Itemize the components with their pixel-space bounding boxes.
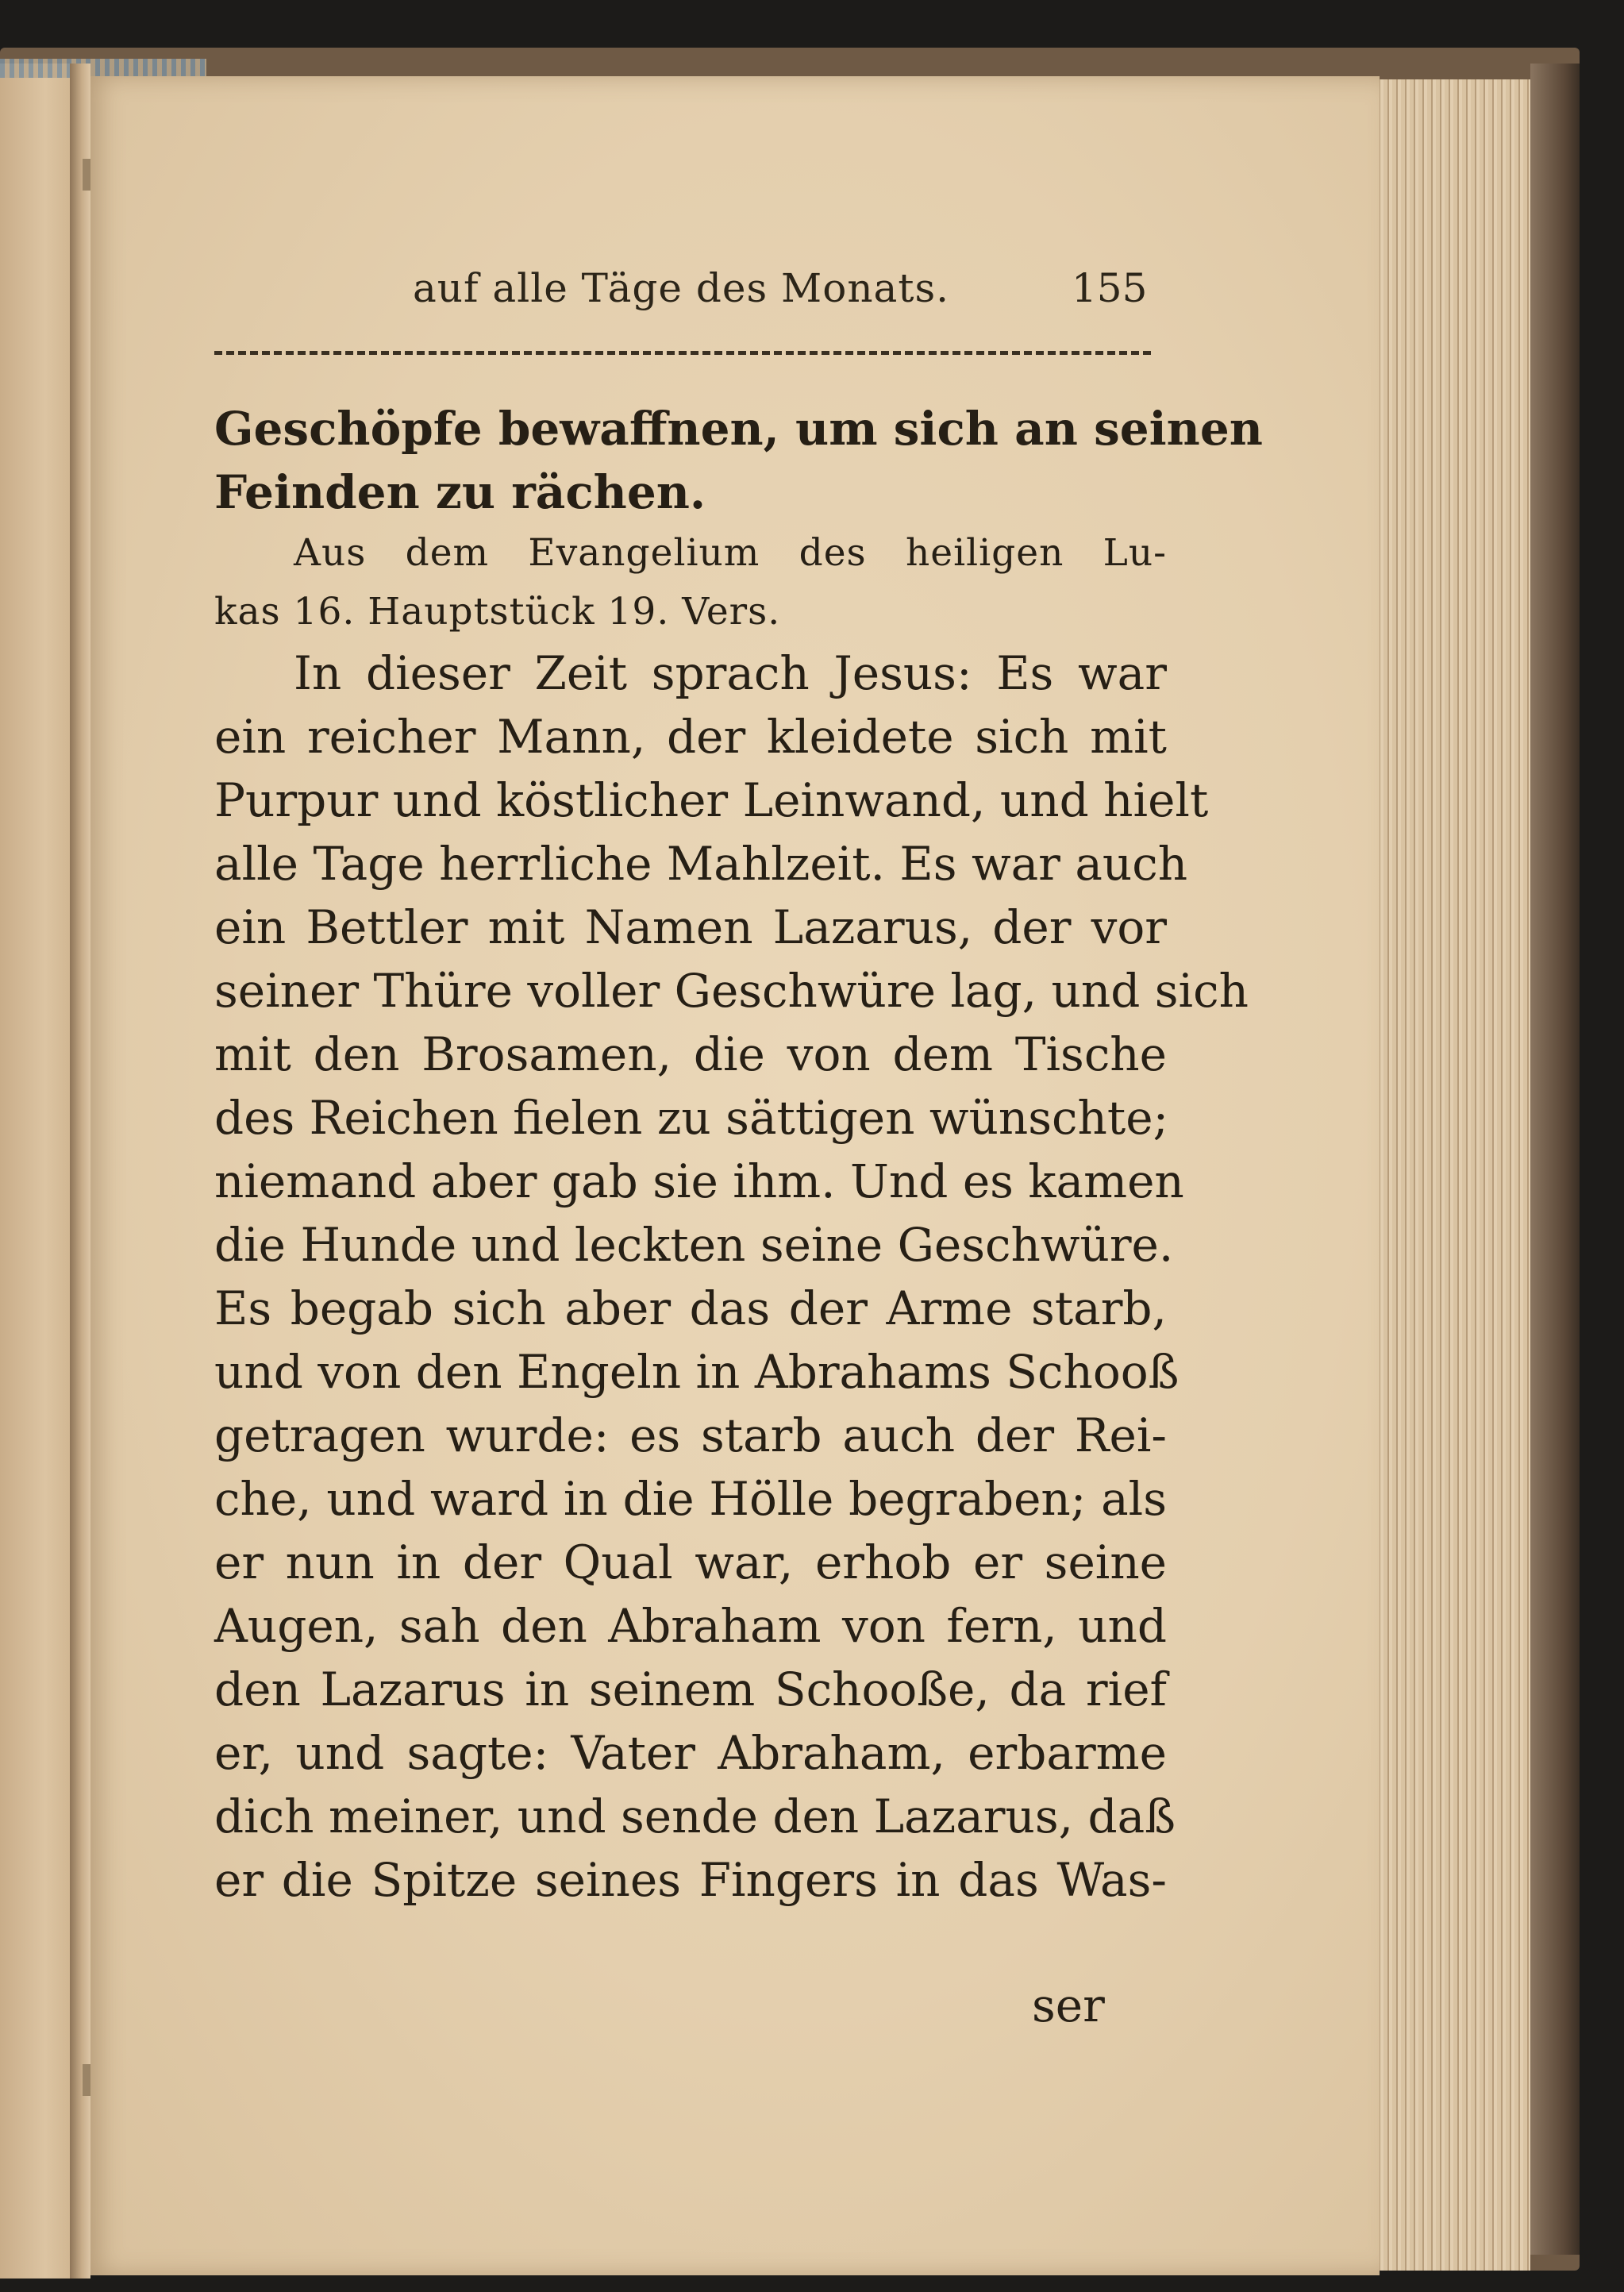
text-line: die Hunde und leckten seine Geschwüre. bbox=[214, 1218, 1174, 1272]
text-line: er nun in der Qual war, erhob er seine bbox=[214, 1535, 1167, 1589]
headband bbox=[0, 59, 206, 78]
section-heading-line: Aus dem Evangelium des heiligen Lu- bbox=[294, 531, 1167, 575]
page-number: 155 bbox=[1072, 265, 1148, 311]
text-line: ein Bettler mit Namen Lazarus, der vor bbox=[214, 900, 1167, 954]
page-stack-fore-edge bbox=[1375, 79, 1530, 2271]
text-line: dich meiner, und sende den Lazarus, daß bbox=[214, 1789, 1176, 1843]
binding-thread bbox=[83, 2064, 90, 2096]
text-line: Feinden zu rächen. bbox=[214, 465, 706, 519]
text-line: che, und ward in die Hölle begraben; als bbox=[214, 1472, 1167, 1526]
section-heading-line: kas 16. Hauptstück 19. Vers. bbox=[214, 590, 781, 634]
body-text bbox=[214, 397, 1263, 1912]
gutter bbox=[70, 64, 90, 2279]
text-line: Geschöpfe bewaffnen, um sich an seinen bbox=[214, 402, 1263, 456]
text-line: seiner Thüre voller Geschwüre lag, und sich bbox=[214, 964, 1249, 1018]
text-line: ein reicher Mann, der kleidete sich mit bbox=[214, 710, 1167, 764]
text-line: mit den Brosamen, die von dem Tische bbox=[214, 1027, 1167, 1081]
binding-thread bbox=[83, 159, 90, 191]
previous-page-edge bbox=[0, 64, 75, 2279]
text-line: er die Spitze seines Fingers in das Was- bbox=[214, 1853, 1167, 1907]
text-line: getragen wurde: es starb auch der Rei- bbox=[214, 1408, 1167, 1462]
text-line: Purpur und köstlicher Leinwand, und hielt bbox=[214, 773, 1209, 827]
text-line: des Reichen fielen zu sättigen wünschte; bbox=[214, 1091, 1169, 1145]
running-header: auf alle Täge des Monats. bbox=[413, 265, 950, 311]
cover-edge bbox=[1530, 64, 1580, 2255]
catchword: ser bbox=[1032, 1978, 1105, 2032]
text-line: und von den Engeln in Abrahams Schooß bbox=[214, 1345, 1180, 1399]
text-line: In dieser Zeit sprach Jesus: Es war bbox=[294, 646, 1167, 700]
header-rule bbox=[214, 351, 1151, 355]
text-line: er, und sagte: Vater Abraham, erbarme bbox=[214, 1726, 1167, 1780]
text-line: alle Tage herrliche Mahlzeit. Es war auch bbox=[214, 837, 1188, 891]
text-line: den Lazarus in seinem Schooße, da rief bbox=[214, 1662, 1167, 1716]
text-line: Augen, sah den Abraham von fern, und bbox=[214, 1599, 1167, 1653]
text-line: niemand aber gab sie ihm. Und es kamen bbox=[214, 1154, 1184, 1208]
text-line: Es begab sich aber das der Arme starb, bbox=[214, 1281, 1167, 1335]
